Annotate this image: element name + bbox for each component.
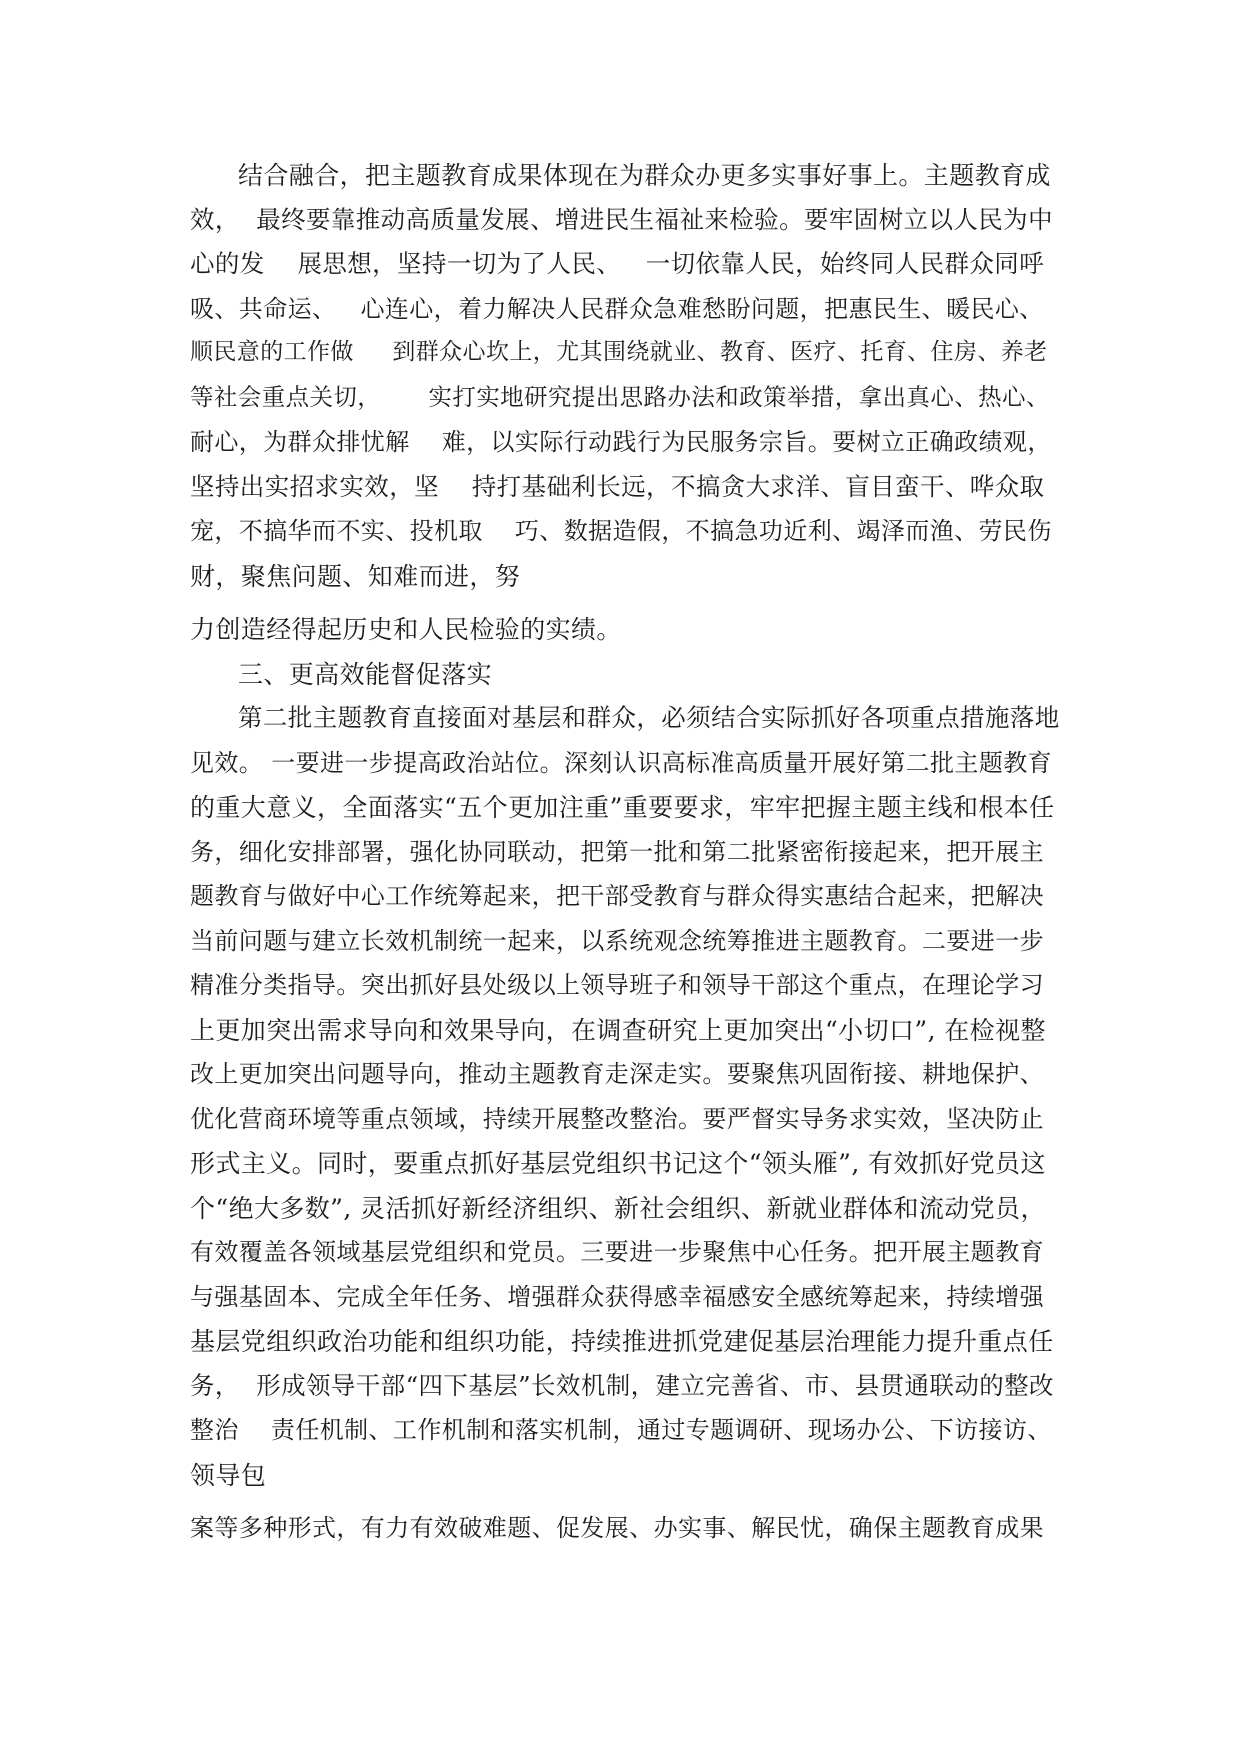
text-line: 务， 形成领导干部“四下基层”长效机制，建立完善省、市、县贯通联动的整改 [190, 1371, 1054, 1400]
text-line: 改上更加突出问题导向，推动主题教育走深走实。要聚焦巩固衔接、耕地保护、 [190, 1060, 1044, 1088]
text-line: 财，聚焦问题、知难而进，努 [190, 562, 521, 591]
text-line: 整治 责任机制、工作机制和落实机制，通过专题调研、现场办公、下访接访、 [190, 1416, 1052, 1444]
text-line: 见效。 一要进一步提高政治站位。深刻认识高标准高质量开展好第二批主题教育 [190, 749, 1053, 777]
text-line: 第二批主题教育直接面对基层和群众，必须结合实际抓好各项重点措施落地 [238, 703, 1060, 732]
text-line: 心的发 展思想，坚持一切为了人民、 一切依靠人民，始终同人民群众同呼 [190, 249, 1045, 278]
text-line: 效， 最终要靠推动高质量发展、增进民生福祉来检验。要牢固树立以人民为中 [190, 205, 1053, 234]
text-line: 上更加突出需求导向和效果导向，在调查研究上更加突出“小切口”, 在检视整 [190, 1016, 1046, 1045]
text-line: 个“绝大多数”, 灵活抓好新经济组织、新社会组织、新就业群体和流动党员， [190, 1194, 1046, 1223]
text-line: 基层党组织政治功能和组织功能，持续推进抓党建促基层治理能力提升重点任 [190, 1327, 1054, 1356]
text-line: 精准分类指导。突出抓好县处级以上领导班子和领导干部这个重点，在理论学习 [190, 971, 1044, 999]
text-line: 吸、共命运、 心连心，着力解决人民群众急难愁盼问题，把惠民生、暖民心、 [190, 295, 1044, 323]
text-line: 的重大意义，全面落实“五个更加注重”重要要求，牢牢把握主题主线和根本任 [190, 793, 1055, 822]
text-line: 优化营商环境等重点领域，持续开展整改整治。要严督实导务求实效，坚决防止 [190, 1105, 1044, 1133]
text-line: 务，细化安排部署，强化协同联动，把第一批和第二批紧密衔接起来，把开展主 [190, 838, 1044, 866]
text-line: 形式主义。同时，要重点抓好基层党组织书记这个“领头雁”, 有效抓好党员这 [190, 1149, 1046, 1178]
text-line: 结合融合，把主题教育成果体现在为群众办更多实事好事上。主题教育成 [238, 161, 1051, 190]
text-line: 顺民意的工作做 到群众心坎上，尤其围绕就业、教育、医疗、托育、住房、养老 [190, 339, 1048, 365]
text-line: 耐心，为群众排忧解 难，以实际行动践行为民服务宗旨。要树立正确政绩观， [190, 428, 1052, 456]
text-line: 案等多种形式，有力有效破难题、促发展、办实事、解民忧，确保主题教育成果 [190, 1514, 1044, 1542]
text-line: 等社会重点关切， 实打实地研究提出思路办法和政策举措，拿出真心、热心、 [190, 383, 1050, 411]
text-line: 与强基固本、完成全年任务、增强群众获得感幸福感安全感统筹起来，持续增强 [190, 1283, 1044, 1311]
text-line: 力创造经得起历史和人民检验的实绩。 [190, 615, 622, 644]
text-line: 有效覆盖各领域基层党组织和党员。三要进一步聚焦中心任务。把开展主题教育 [190, 1238, 1044, 1266]
text-line: 坚持出实招求实效，坚 持打基础利长远，不搞贪大求洋、盲目蛮干、哗众取 [190, 472, 1045, 501]
text-line: 题教育与做好中心工作统筹起来，把干部受教育与群众得实惠结合起来，把解决 [190, 882, 1044, 910]
text-line: 宠，不搞华而不实、投机取 巧、数据造假，不搞急功近利、竭泽而渔、劳民伤 [190, 517, 1052, 545]
text-line: 领导包 [190, 1461, 267, 1490]
section-heading: 三、更高效能督促落实 [238, 660, 493, 689]
text-line: 当前问题与建立长效机制统一起来，以系统观念统筹推进主题教育。二要进一步 [190, 927, 1044, 955]
